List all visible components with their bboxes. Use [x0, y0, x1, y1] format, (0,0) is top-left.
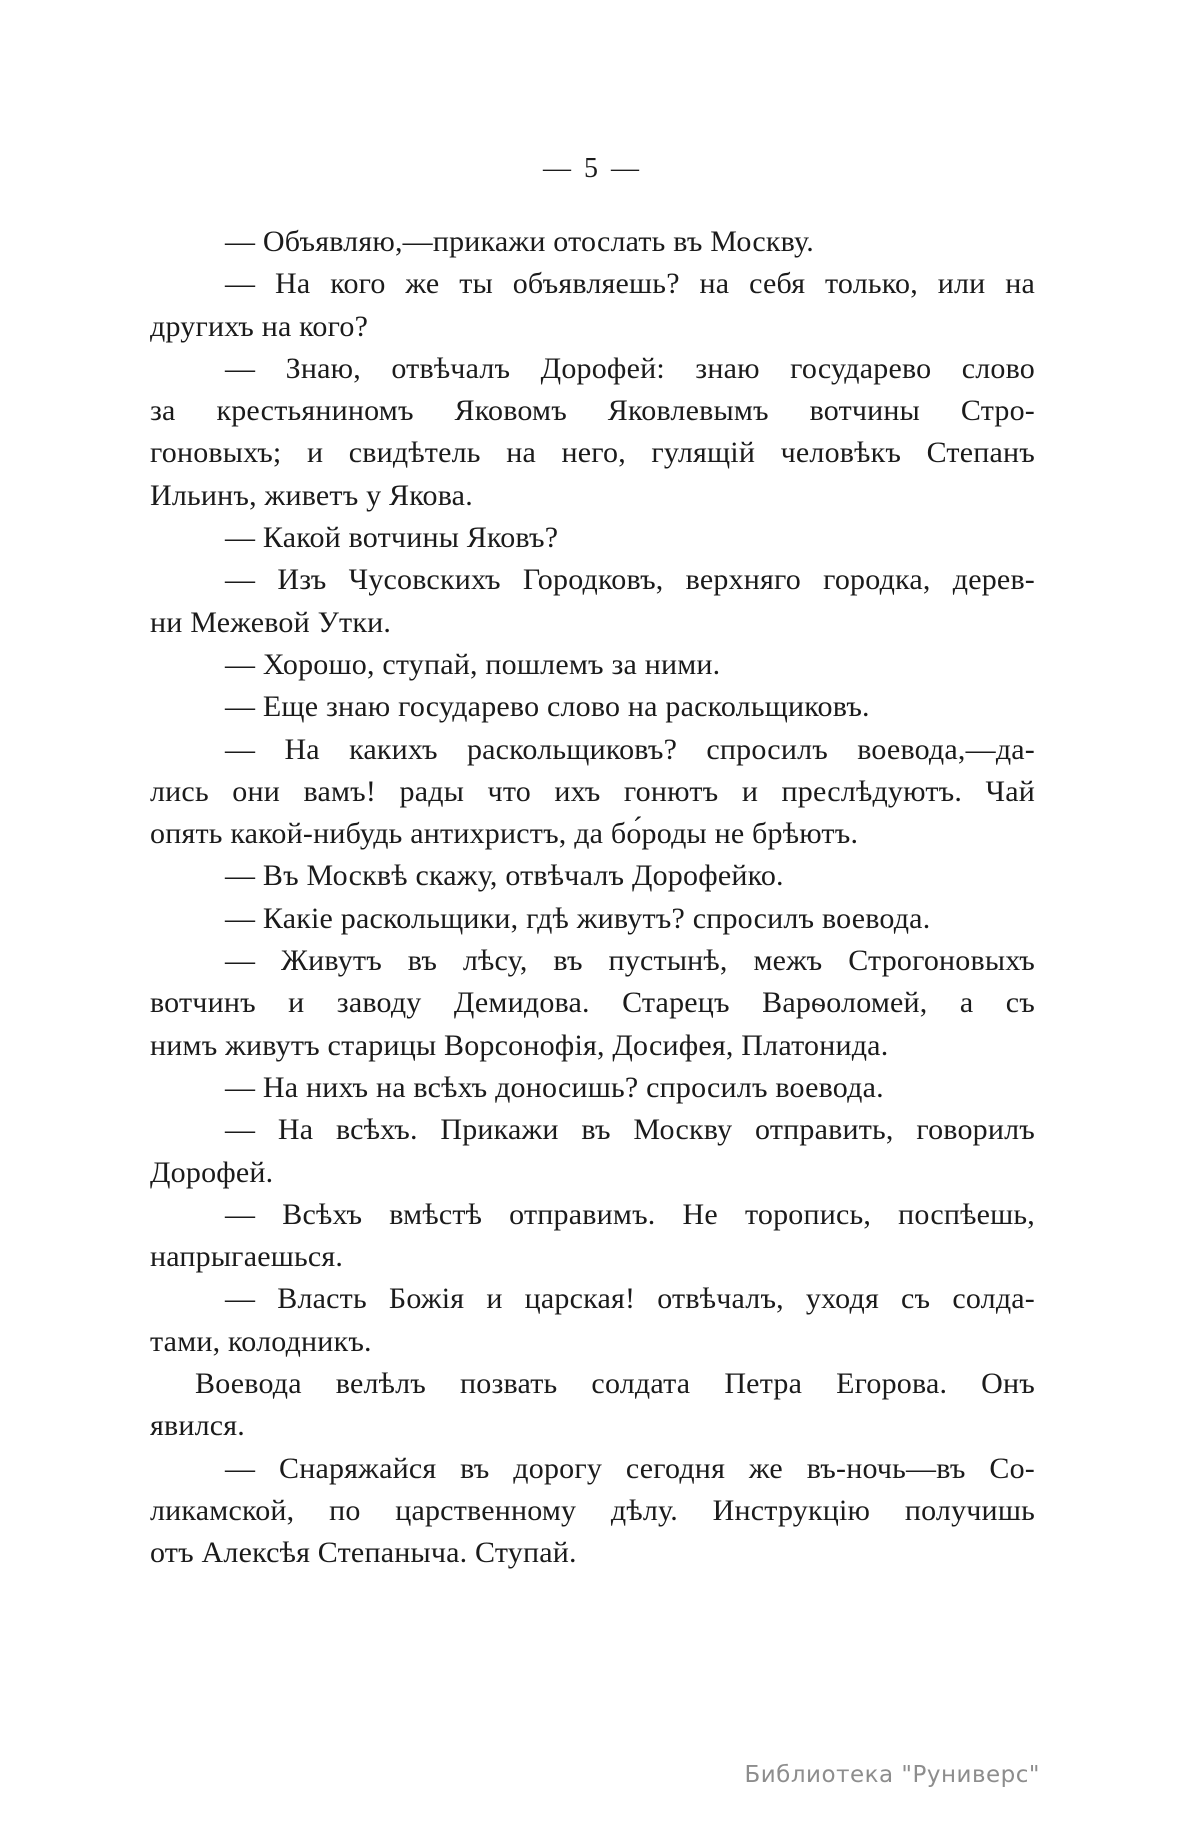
text-line: — Какіе раскольщики, гдѣ живутъ? спросилъ воевода. — [225, 901, 931, 935]
text-line: лись они вамъ! рады что ихъ гонютъ и преслѣдуютъ. Чай — [150, 774, 1035, 808]
text-line: — Въ Москвѣ скажу, отвѣчалъ Дорофейко. — [225, 859, 784, 893]
text-line: — Живутъ въ лѣсу, въ пустынѣ, межъ Строгоновыхъ — [225, 944, 1035, 978]
library-watermark: Библиотека "Руниверс" — [744, 1762, 1040, 1788]
dialogue-paragraph — [150, 729, 1035, 856]
page-text-block — [150, 221, 1035, 1575]
dialogue-paragraph — [150, 221, 1035, 263]
page-number: — 5 — — [543, 153, 642, 184]
text-line: опять какой-нибудь антихристъ, да бо́роды не брѣютъ. — [150, 817, 859, 851]
dialogue-paragraph — [150, 559, 1035, 644]
dialogue-paragraph — [150, 940, 1035, 1067]
dialogue-paragraph — [150, 686, 1035, 728]
text-line: — Знаю, отвѣчалъ Дорофей: знаю государево слово — [225, 351, 1035, 385]
text-line: Воевода велѣлъ позвать солдата Петра Егорова. Онъ — [195, 1367, 1035, 1401]
text-line: — Всѣхъ вмѣстѣ отправимъ. Не торопись, поспѣешь, — [225, 1197, 1035, 1231]
text-line: явился. — [150, 1409, 246, 1443]
text-line: гоновыхъ; и свидѣтель на него, гулящій человѣкъ Степанъ — [150, 436, 1035, 470]
text-line: Ильинъ, живетъ у Якова. — [150, 478, 473, 512]
text-line: тами, колодникъ. — [150, 1324, 372, 1358]
text-line: за крестьяниномъ Яковомъ Яковлевымъ вотчины Стро- — [150, 394, 1035, 428]
text-line: — Власть Божія и царская! отвѣчалъ, уходя съ солда- — [225, 1282, 1035, 1316]
text-line: ликамской, по царственному дѣлу. Инструкцію получишь — [150, 1493, 1035, 1527]
dialogue-paragraph — [150, 855, 1035, 897]
dialogue-paragraph — [150, 898, 1035, 940]
text-line: — На кого же ты объявляешь? на себя только, или на — [225, 267, 1035, 301]
dialogue-paragraph — [150, 348, 1035, 517]
text-line: другихъ на кого? — [150, 309, 369, 343]
text-line: вотчинъ и заводу Демидова. Старецъ Варѳоломей, а съ — [150, 986, 1035, 1020]
text-line: — Изъ Чусовскихъ Городковъ, верхняго городка, дерев- — [225, 563, 1035, 597]
text-line: Дорофей. — [150, 1155, 274, 1189]
text-line: — На всѣхъ. Прикажи въ Москву отправить, говорилъ — [225, 1113, 1035, 1147]
text-line: отъ Алексѣя Степаныча. Ступай. — [150, 1536, 577, 1570]
text-line: — Еще знаю государево слово на раскольщиковъ. — [225, 690, 870, 724]
text-line: — На какихъ раскольщиковъ? спросилъ воевода,—да- — [225, 732, 1035, 766]
dialogue-paragraph — [150, 1278, 1035, 1363]
text-line: нимъ живутъ старицы Ворсонофія, Досифея, Платонида. — [150, 1028, 889, 1062]
text-line: — Снаряжайся въ дорогу сегодня же въ-ночь—въ Со- — [225, 1451, 1035, 1485]
text-line: напрыгаешься. — [150, 1240, 344, 1274]
text-line: — Хорошо, ступай, пошлемъ за ними. — [225, 647, 721, 681]
text-line: — Какой вотчины Яковъ? — [225, 521, 559, 555]
dialogue-paragraph — [150, 263, 1035, 348]
dialogue-paragraph — [150, 1109, 1035, 1194]
text-line: — На нихъ на всѣхъ доносишь? спросилъ воевода. — [225, 1070, 884, 1104]
narration-paragraph — [150, 1363, 1035, 1448]
text-line: — Объявляю,—прикажи отослать въ Москву. — [225, 225, 814, 258]
dialogue-paragraph — [150, 517, 1035, 559]
dialogue-paragraph — [150, 644, 1035, 686]
text-line: ни Межевой Утки. — [150, 605, 392, 639]
dialogue-paragraph — [150, 1067, 1035, 1109]
dialogue-paragraph — [150, 1194, 1035, 1279]
dialogue-paragraph — [150, 1448, 1035, 1575]
